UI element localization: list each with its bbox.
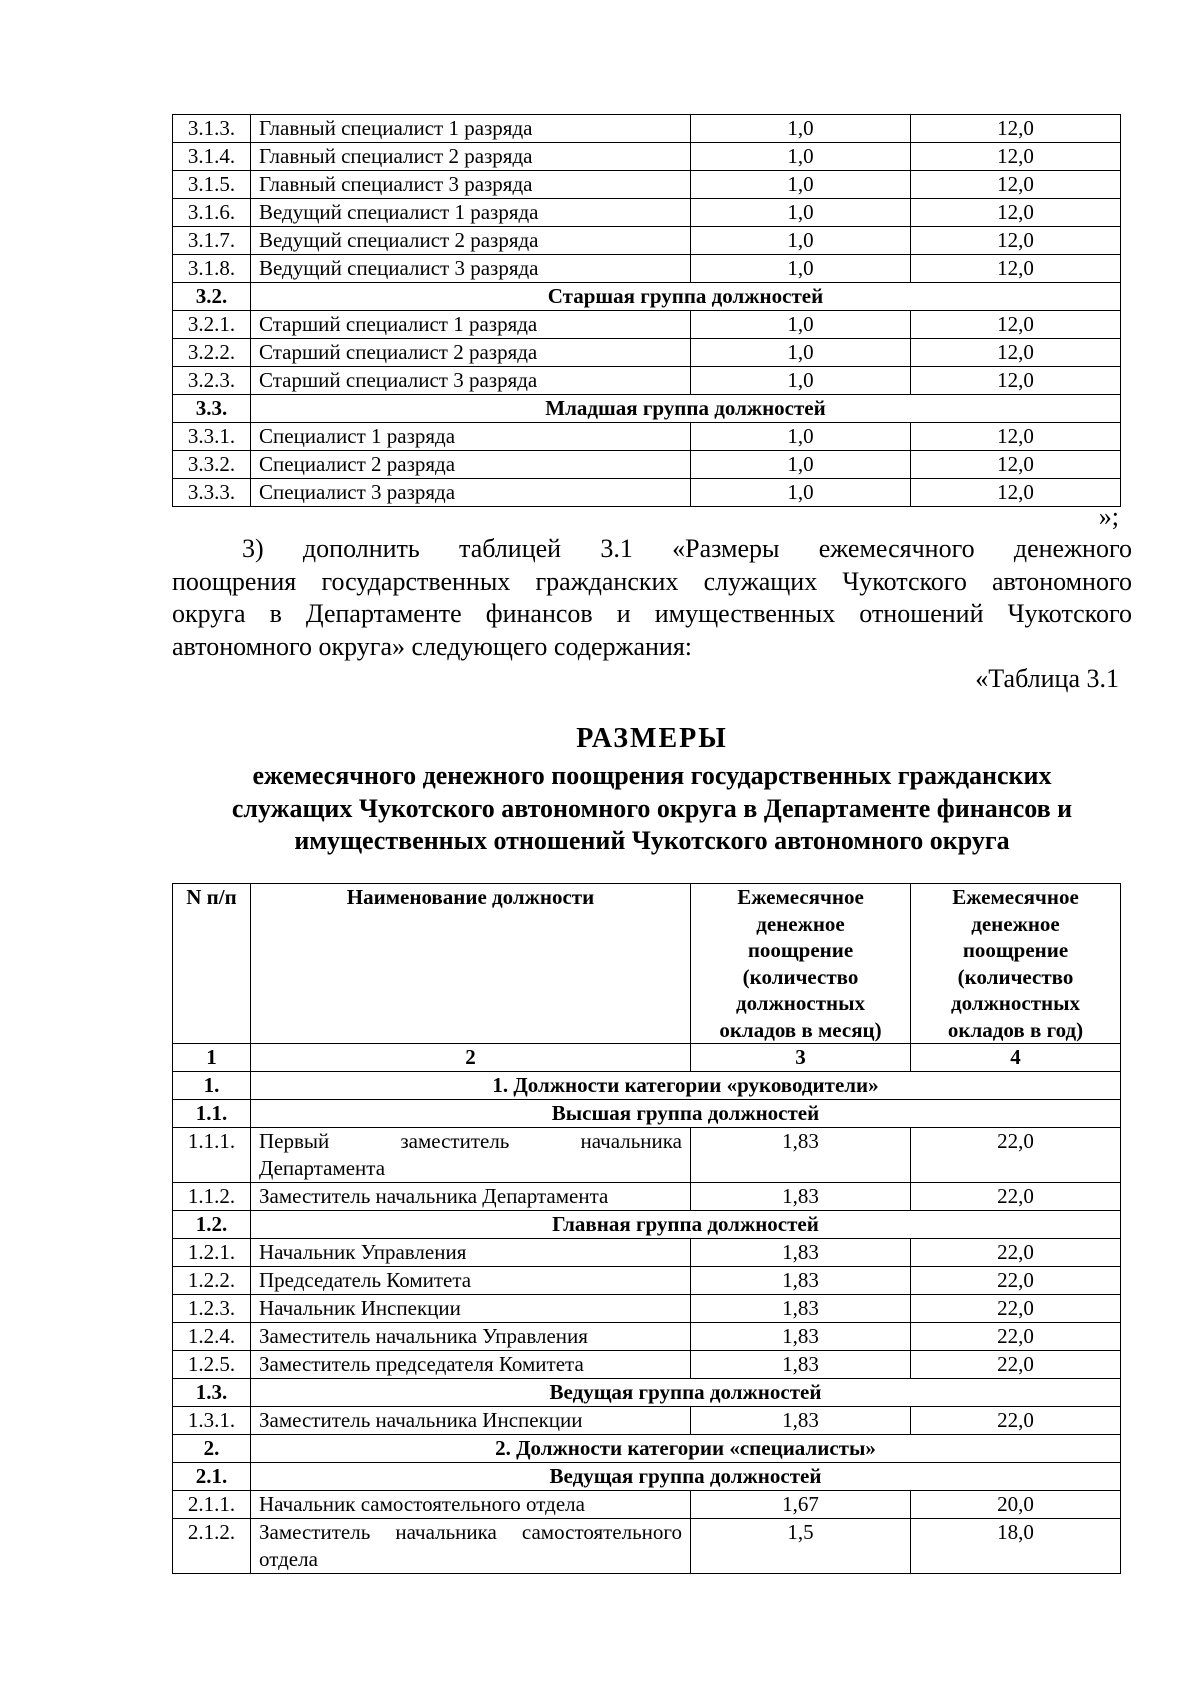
group-row — [173, 1463, 1121, 1491]
header-line: Ежемесячное — [952, 885, 1079, 909]
yearly-value: 12,0 — [911, 479, 1121, 507]
row-number: 3.3.1. — [173, 423, 251, 451]
yearly-value: 12,0 — [911, 311, 1121, 339]
position-name: Заместитель председателя Комитета — [251, 1351, 691, 1379]
position-name: Ведущий специалист 1 разряда — [251, 199, 691, 227]
monthly-value: 1,83 — [691, 1295, 911, 1323]
position-name: Главный специалист 2 разряда — [251, 143, 691, 171]
table-row — [173, 1183, 1121, 1211]
row-number: 3.1.8. — [173, 255, 251, 283]
header-position-name: Наименование должности — [251, 884, 691, 1044]
row-number: 3.2.2. — [173, 339, 251, 367]
row-number: 3.2. — [173, 283, 251, 311]
position-name: Заместитель начальника Управления — [251, 1323, 691, 1351]
table-row — [173, 367, 1121, 395]
yearly-value: 22,0 — [911, 1128, 1121, 1183]
monthly-value: 1,0 — [691, 143, 911, 171]
column-number-row — [173, 1044, 1121, 1072]
monthly-value: 1,0 — [691, 199, 911, 227]
yearly-value: 22,0 — [911, 1267, 1121, 1295]
group-title: Ведущая группа должностей — [251, 1379, 1121, 1407]
table-row — [173, 311, 1121, 339]
table-row — [173, 1128, 1121, 1183]
row-number: 3.1.7. — [173, 227, 251, 255]
subheading-line: служащих Чукотского автономного округа в Департаменте финансов и — [231, 793, 1073, 823]
column-number: 4 — [911, 1044, 1121, 1072]
position-name: Главный специалист 3 разряда — [251, 171, 691, 199]
group-row — [173, 283, 1121, 311]
row-number: 3.3.3. — [173, 479, 251, 507]
position-name-line: Первый заместитель начальника — [259, 1129, 682, 1153]
table-label: «Таблица 3.1 — [975, 664, 1119, 693]
position-name: Ведущий специалист 3 разряда — [251, 255, 691, 283]
paragraph-line: поощрения государственных гражданских служащих Чукотского автономного — [172, 566, 1132, 596]
header-line: окладов в месяц) — [719, 1017, 882, 1042]
row-number: 1.2. — [173, 1211, 251, 1239]
position-name: Начальник самостоятельного отдела — [251, 1491, 691, 1519]
yearly-value: 12,0 — [911, 339, 1121, 367]
yearly-value: 12,0 — [911, 423, 1121, 451]
table-row — [173, 255, 1121, 283]
header-line: денежное — [756, 911, 845, 936]
table-row — [173, 1351, 1121, 1379]
position-name — [251, 1128, 691, 1183]
monthly-value: 1,0 — [691, 115, 911, 143]
monthly-value: 1,0 — [691, 423, 911, 451]
header-line: должностных — [735, 991, 866, 1015]
header-line: Ежемесячное — [737, 885, 864, 909]
group-title: Главная группа должностей — [251, 1211, 1121, 1239]
monthly-value: 1,83 — [691, 1407, 911, 1435]
table-row — [173, 1239, 1121, 1267]
group-row — [173, 1211, 1121, 1239]
monthly-value: 1,0 — [691, 479, 911, 507]
monthly-value: 1,83 — [691, 1267, 911, 1295]
table-row — [173, 115, 1121, 143]
yearly-value: 22,0 — [911, 1323, 1121, 1351]
table-row — [173, 1491, 1121, 1519]
group-title: Высшая группа должностей — [251, 1100, 1121, 1128]
position-name-line: Департамента — [259, 1156, 386, 1180]
table-row — [173, 423, 1121, 451]
table-row — [173, 1407, 1121, 1435]
positions-table-continuation — [172, 114, 1121, 507]
yearly-value: 12,0 — [911, 227, 1121, 255]
row-number: 1.3. — [173, 1379, 251, 1407]
monthly-value: 1,0 — [691, 451, 911, 479]
row-number: 1.2.4. — [173, 1323, 251, 1351]
position-name: Начальник Управления — [251, 1239, 691, 1267]
table-row — [173, 171, 1121, 199]
yearly-value: 12,0 — [911, 171, 1121, 199]
monthly-value: 1,0 — [691, 311, 911, 339]
header-yearly-bonus — [911, 884, 1121, 1044]
header-line: поощрение — [962, 938, 1069, 962]
position-name: Старший специалист 3 разряда — [251, 367, 691, 395]
table-row — [173, 199, 1121, 227]
row-number: 1.1.2. — [173, 1183, 251, 1211]
table-row — [173, 339, 1121, 367]
monthly-value: 1,83 — [691, 1183, 911, 1211]
paragraph-line: 3) дополнить таблицей 3.1 «Размеры ежемесячного денежного — [242, 534, 1132, 563]
yearly-value: 20,0 — [911, 1491, 1121, 1519]
row-number: 2.1.1. — [173, 1491, 251, 1519]
row-number: 3.1.5. — [173, 171, 251, 199]
row-number: 3.2.3. — [173, 367, 251, 395]
header-line: поощрение — [747, 938, 854, 962]
yearly-value: 22,0 — [911, 1183, 1121, 1211]
header-line: окладов в год) — [947, 1017, 1084, 1042]
monthly-value: 1,67 — [691, 1491, 911, 1519]
header-line: (количество — [742, 964, 859, 989]
yearly-value: 12,0 — [911, 451, 1121, 479]
monthly-value: 1,83 — [691, 1239, 911, 1267]
yearly-value: 22,0 — [911, 1407, 1121, 1435]
column-number: 2 — [251, 1044, 691, 1072]
table-row — [173, 143, 1121, 171]
group-row — [173, 1435, 1121, 1463]
row-number: 3.1.4. — [173, 143, 251, 171]
subheading-line: имущественных отношений Чукотского автономного округа — [294, 826, 1010, 855]
table-row — [173, 479, 1121, 507]
yearly-value: 18,0 — [911, 1519, 1121, 1574]
table-row — [173, 1323, 1121, 1351]
position-name: Начальник Инспекции — [251, 1295, 691, 1323]
monthly-value: 1,0 — [691, 339, 911, 367]
closing-quote: »; — [1098, 502, 1119, 531]
position-name: Специалист 1 разряда — [251, 423, 691, 451]
row-number: 3.3. — [173, 395, 251, 423]
table-header-row — [173, 884, 1121, 1044]
monthly-value: 1,5 — [691, 1519, 911, 1574]
position-name: Специалист 3 разряда — [251, 479, 691, 507]
table-row — [173, 1295, 1121, 1323]
row-number: 1.2.2. — [173, 1267, 251, 1295]
yearly-value: 12,0 — [911, 367, 1121, 395]
row-number: 3.2.1. — [173, 311, 251, 339]
bonus-sizes-table — [172, 883, 1121, 1574]
row-number: 1.1.1. — [173, 1128, 251, 1183]
monthly-value: 1,83 — [691, 1323, 911, 1351]
header-line: (количество — [957, 964, 1074, 989]
yearly-value: 12,0 — [911, 199, 1121, 227]
group-title: 1. Должности категории «руководители» — [251, 1072, 1121, 1100]
row-number: 2.1. — [173, 1463, 251, 1491]
position-name-line: Заместитель начальника самостоятельного — [259, 1520, 682, 1544]
position-name: Главный специалист 1 разряда — [251, 115, 691, 143]
position-name: Председатель Комитета — [251, 1267, 691, 1295]
group-row — [173, 1100, 1121, 1128]
header-number: N п/п — [173, 884, 251, 1044]
header-line: должностных — [950, 991, 1081, 1015]
column-number: 1 — [173, 1044, 251, 1072]
amendment-paragraph — [172, 533, 1132, 663]
row-number: 3.1.6. — [173, 199, 251, 227]
position-name: Заместитель начальника Инспекции — [251, 1407, 691, 1435]
column-number: 3 — [691, 1044, 911, 1072]
yearly-value: 12,0 — [911, 143, 1121, 171]
position-name: Ведущий специалист 2 разряда — [251, 227, 691, 255]
table-row — [173, 451, 1121, 479]
row-number: 1.3.1. — [173, 1407, 251, 1435]
subheading-line: ежемесячного денежного поощрения государственных гражданских — [252, 761, 1052, 790]
header-monthly-bonus — [691, 884, 911, 1044]
position-name: Специалист 2 разряда — [251, 451, 691, 479]
row-number: 1.2.3. — [173, 1295, 251, 1323]
row-number: 3.3.2. — [173, 451, 251, 479]
document-heading: РАЗМЕРЫ — [576, 723, 728, 754]
row-number: 1.2.5. — [173, 1351, 251, 1379]
group-title: Старшая группа должностей — [251, 283, 1121, 311]
position-name: Старший специалист 2 разряда — [251, 339, 691, 367]
position-name — [251, 1519, 691, 1574]
paragraph-line: округа в Департаменте финансов и имущественных отношений Чукотского — [172, 599, 1132, 628]
header-line: денежное — [971, 911, 1060, 936]
position-name-line: отдела — [259, 1547, 318, 1571]
monthly-value: 1,83 — [691, 1128, 911, 1183]
document-subheading — [172, 760, 1132, 858]
position-name: Старший специалист 1 разряда — [251, 311, 691, 339]
row-number: 1.1. — [173, 1100, 251, 1128]
yearly-value: 22,0 — [911, 1295, 1121, 1323]
yearly-value: 22,0 — [911, 1239, 1121, 1267]
yearly-value: 12,0 — [911, 115, 1121, 143]
row-number: 1.2.1. — [173, 1239, 251, 1267]
table-row — [173, 1519, 1121, 1574]
group-row — [173, 395, 1121, 423]
yearly-value: 22,0 — [911, 1351, 1121, 1379]
monthly-value: 1,0 — [691, 367, 911, 395]
row-number: 1. — [173, 1072, 251, 1100]
group-row — [173, 1072, 1121, 1100]
group-title: 2. Должности категории «специалисты» — [251, 1435, 1121, 1463]
row-number: 2. — [173, 1435, 251, 1463]
monthly-value: 1,0 — [691, 255, 911, 283]
paragraph-line: автономного округа» следующего содержания: — [172, 631, 692, 661]
position-name: Заместитель начальника Департамента — [251, 1183, 691, 1211]
group-row — [173, 1379, 1121, 1407]
row-number: 2.1.2. — [173, 1519, 251, 1574]
group-title: Младшая группа должностей — [251, 395, 1121, 423]
monthly-value: 1,83 — [691, 1351, 911, 1379]
row-number: 3.1.3. — [173, 115, 251, 143]
yearly-value: 12,0 — [911, 255, 1121, 283]
group-title: Ведущая группа должностей — [251, 1463, 1121, 1491]
table-row — [173, 227, 1121, 255]
table-row — [173, 1267, 1121, 1295]
monthly-value: 1,0 — [691, 171, 911, 199]
monthly-value: 1,0 — [691, 227, 911, 255]
